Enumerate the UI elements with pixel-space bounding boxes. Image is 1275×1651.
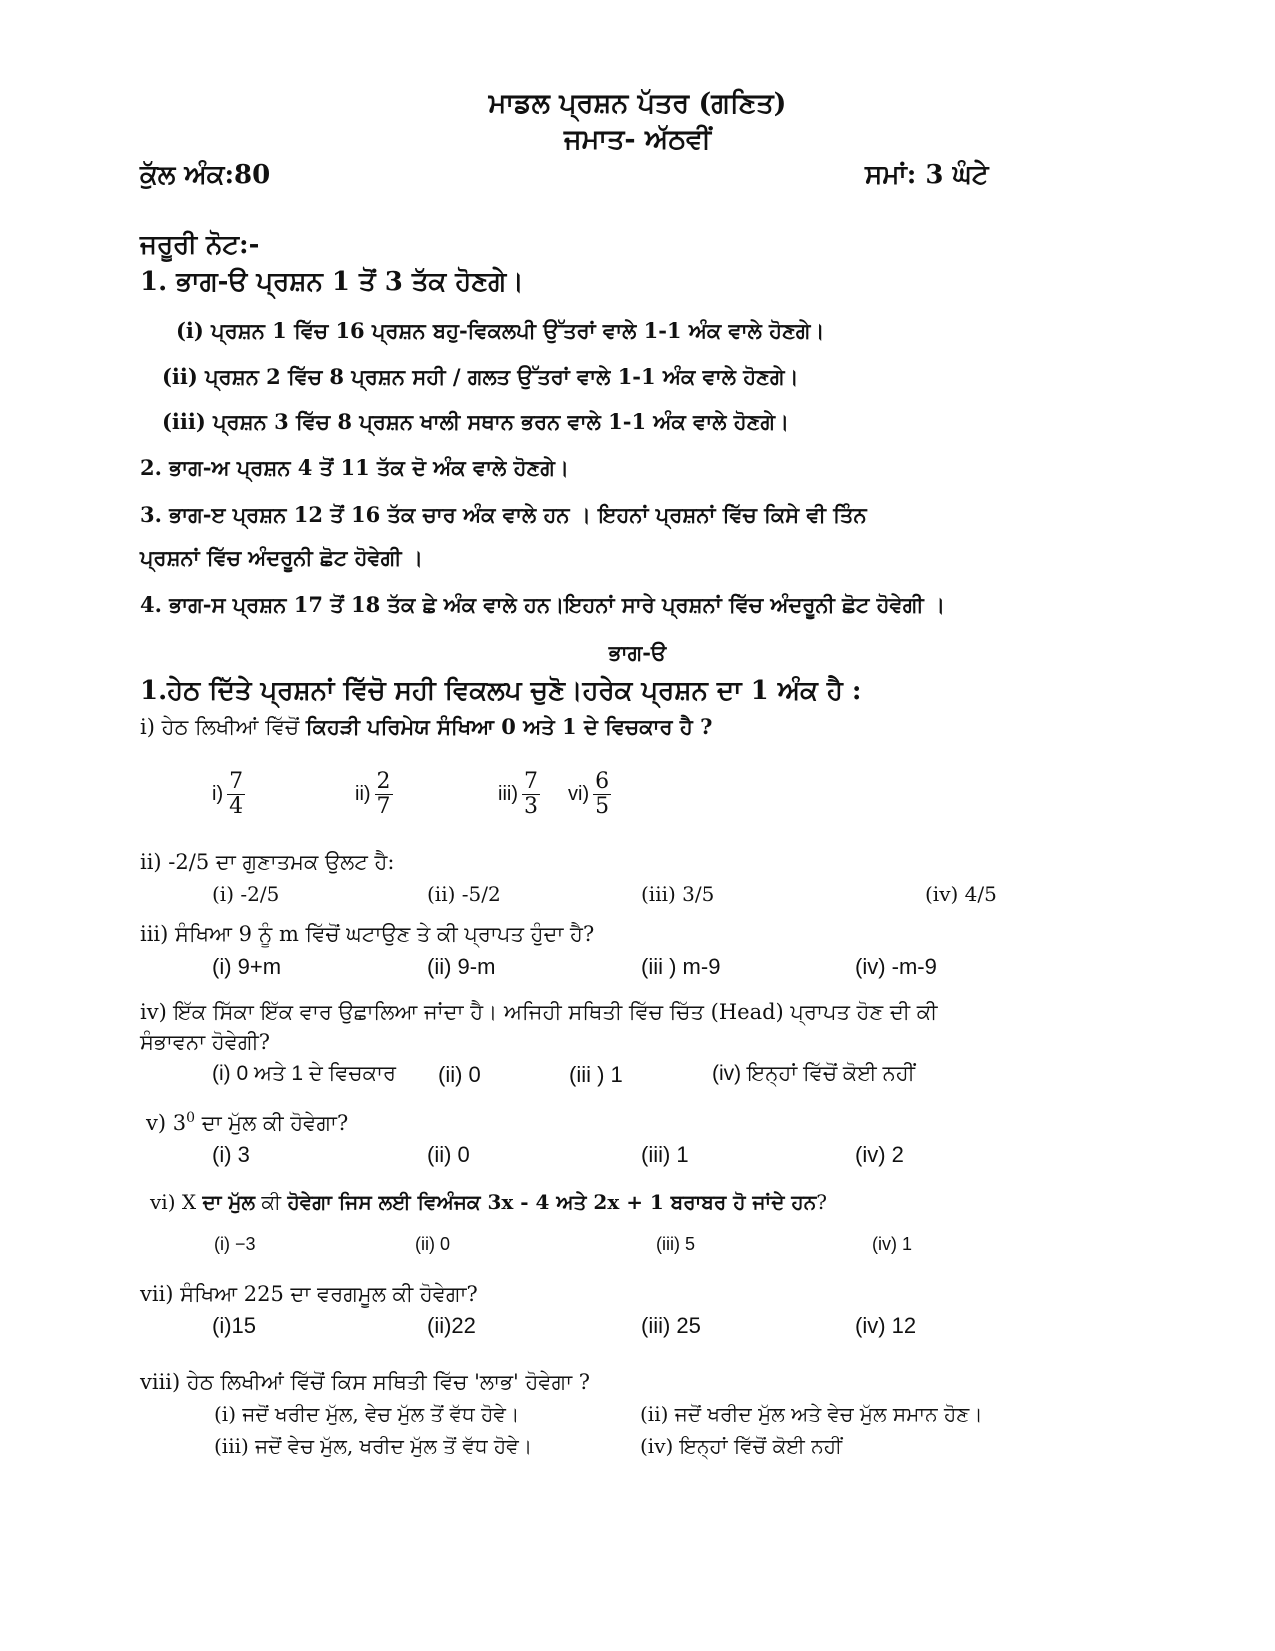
question-1-bold: ਕਿਹੜੀ ਪਰਿਮੇਯ ਸੰਖਿਆ 0 ਅਤੇ 1 ਦੇ ਵਿਚਕਾਰ ਹੈ ? — [305, 714, 713, 739]
q8-option-2: (ii) ਜਦੋਂ ਖਰੀਦ ਮੁੱਲ ਅਤੇ ਵੇਚ ਮੁੱਲ ਸਮਾਨ ਹੋਣ। — [640, 1402, 983, 1426]
q2-option-3: (iii) 3/5 — [641, 882, 715, 906]
q7-option-4: (iv) 12 — [855, 1313, 917, 1338]
q4-option-4: (iv) ਇਨ੍ਹਾਂ ਵਿੱਚੋਂ ਕੋਈ ਨਹੀਂ — [712, 1062, 915, 1085]
note-3-line2: ਪ੍ਰਸ਼ਨਾਂ ਵਿੱਚ ਅੰਦਰੂਨੀ ਛੋਟ ਹੋਵੇਗੀ । — [140, 545, 424, 570]
q5-option-3: (iii) 1 — [641, 1142, 689, 1167]
q2-option-4: (iv) 4/5 — [925, 882, 997, 906]
q6-option-1: (i) −3 — [214, 1234, 256, 1254]
question-5-base: v) 3 — [146, 1111, 187, 1135]
q5-option-2: (ii) 0 — [427, 1142, 470, 1167]
q4-option-2: (ii) 0 — [438, 1062, 481, 1087]
q6-option-4: (iv) 1 — [872, 1234, 912, 1254]
q8-option-4: (iv) ਇਨ੍ਹਾਂ ਵਿੱਚੋਂ ਕੋਈ ਨਹੀਂ — [640, 1434, 842, 1458]
q5-option-4: (iv) 2 — [855, 1142, 904, 1167]
section-instruction: 1.ਹੇਠ ਦਿੱਤੇ ਪ੍ਰਸ਼ਨਾਂ ਵਿੱਚੋ ਸਹੀ ਵਿਕਲਪ ਚੁਣੋ।ਹਰੇਕ ਪ੍ਰਸ਼ਨ ਦਾ 1 ਅੰਕ ਹੈ : — [140, 676, 862, 706]
q5-option-1: (i) 3 — [212, 1142, 250, 1167]
q6-option-3: (iii) 5 — [656, 1234, 695, 1254]
note-3-line1: 3. ਭਾਗ-ੲ ਪ੍ਰਸ਼ਨ 12 ਤੋਂ 16 ਤੱਕ ਚਾਰ ਅੰਕ ਵਾਲੇ ਹਨ । ਇਹਨਾਂ ਪ੍ਰਸ਼ਨਾਂ ਵਿੱਚ ਕਿਸੇ ਵੀ ਤਿੰਨ — [140, 502, 867, 527]
note-1-ii: (ii) ਪ੍ਰਸ਼ਨ 2 ਵਿੱਚ 8 ਪ੍ਰਸ਼ਨ ਸਹੀ / ਗਲਤ ਉੱਤਰਾਂ ਵਾਲੇ 1-1 ਅੰਕ ਵਾਲੇ ਹੋਣਗੇ। — [162, 364, 799, 389]
question-4-line2: ਸੰਭਾਵਨਾ ਹੋਵੇਗੀ? — [140, 1030, 271, 1054]
fraction-denominator: 3 — [524, 794, 538, 819]
fraction-numerator: 7 — [524, 769, 538, 794]
fraction-numerator: 7 — [229, 769, 244, 794]
question-6-part1: ਦਾ ਮੁੱਲ — [202, 1190, 256, 1214]
q6-option-2: (ii) 0 — [415, 1234, 450, 1254]
fraction-denominator: 5 — [595, 794, 610, 819]
question-5-text: ਦਾ ਮੁੱਲ ਕੀ ਹੋਵੇਗਾ? — [195, 1111, 349, 1135]
option-label: i) — [212, 783, 224, 805]
q3-option-3: (iii ) m-9 — [641, 954, 721, 979]
q7-option-3: (iii) 25 — [641, 1313, 701, 1338]
question-4-line1: iv) ਇੱਕ ਸਿੱਕਾ ਇੱਕ ਵਾਰ ਉਛਾਲਿਆ ਜਾਂਦਾ ਹੈ। ਅਜਿਹੀ ਸਥਿਤੀ ਵਿੱਚ ਚਿੱਤ (Head) ਪ੍ਰਾਪਤ ਹੋਣ ਦੀ ਕੀ — [140, 1000, 938, 1024]
note-1-i: (i) ਪ੍ਰਸ਼ਨ 1 ਵਿੱਚ 16 ਪ੍ਰਸ਼ਨ ਬਹੁ-ਵਿਕਲਪੀ ਉੱਤਰਾਂ ਵਾਲੇ 1-1 ਅੰਕ ਵਾਲੇ ਹੋਣਗੇ। — [176, 318, 825, 343]
fraction-numerator: 2 — [376, 769, 391, 794]
time-allowed: ਸਮਾਂ: 3 ਘੰਟੇ — [865, 160, 989, 190]
option-label: iii) — [498, 783, 518, 805]
q4-option-1: (i) 0 ਅਤੇ 1 ਦੇ ਵਿਚਕਾਰ — [212, 1062, 396, 1085]
question-2: ii) -2/5 ਦਾ ਗੁਣਾਤਮਕ ਉਲਟ ਹੈ: — [140, 850, 395, 874]
total-marks: ਕੁੱਲ ਅੰਕ:80 — [140, 160, 271, 190]
q8-option-3: (iii) ਜਦੋਂ ਵੇਚ ਮੁੱਲ, ਖਰੀਦ ਮੁੱਲ ਤੋਂ ਵੱਧ ਹੋਵੇ। — [214, 1434, 533, 1458]
question-6-end: ? — [816, 1190, 827, 1214]
note-4: 4. ਭਾਗ-ਸ ਪ੍ਰਸ਼ਨ 17 ਤੋਂ 18 ਤੱਕ ਛੇ ਅੰਕ ਵਾਲੇ ਹਨ।ਇਹਨਾਂ ਸਾਰੇ ਪ੍ਰਸ਼ਨਾਂ ਵਿੱਚ ਅੰਦਰੂਨੀ ਛੋਟ ਹੋਵੇਗੀ । — [140, 592, 946, 617]
q4-option-3: (iii ) 1 — [569, 1062, 623, 1087]
question-3: iii) ਸੰਖਿਆ 9 ਨੂੰ m ਵਿੱਚੋਂ ਘਟਾਉਣ ਤੇ ਕੀ ਪ੍ਰਾਪਤ ਹੁੰਦਾ ਹੈ? — [140, 922, 595, 946]
fraction-denominator: 7 — [376, 794, 391, 819]
q1-option-1 — [212, 770, 245, 819]
class-label: ਜਮਾਤ- ਅੱਠਵੀਂ — [564, 124, 711, 155]
q1-option-3 — [498, 770, 540, 819]
q2-option-1: (i) -2/5 — [212, 882, 280, 906]
paper-title: ਮਾਡਲ ਪ੍ਰਸ਼ਨ ਪੱਤਰ (ਗਣਿਤ) — [488, 88, 787, 119]
fraction-numerator: 6 — [595, 769, 610, 794]
question-6-part3: ਹੋਵੇਗਾ ਜਿਸ ਲਈ ਵਿਅੰਜਕ 3x - 4 ਅਤੇ 2x + 1 ਬਰਾਬਰ ਹੋ ਜਾਂਦੇ ਹਨ — [287, 1190, 817, 1214]
q3-option-4: (iv) -m-9 — [855, 954, 937, 979]
q3-option-1: (i) 9+m — [212, 954, 282, 979]
q7-option-2: (ii)22 — [427, 1313, 476, 1338]
note-1-iii: (iii) ਪ੍ਰਸ਼ਨ 3 ਵਿੱਚ 8 ਪ੍ਰਸ਼ਨ ਖਾਲੀ ਸਥਾਨ ਭਰਨ ਵਾਲੇ 1-1 ਅੰਕ ਵਾਲੇ ਹੋਣਗੇ। — [162, 409, 790, 434]
q7-option-1: (i)15 — [212, 1313, 257, 1338]
question-8: viii) ਹੇਠ ਲਿਖੀਆਂ ਵਿੱਚੋਂ ਕਿਸ ਸਥਿਤੀ ਵਿੱਚ 'ਲਾਭ' ਹੋਵੇਗਾ ? — [140, 1370, 591, 1394]
q1-option-2 — [355, 770, 393, 819]
q8-option-1: (i) ਜਦੋਂ ਖਰੀਦ ਮੁੱਲ, ਵੇਚ ਮੁੱਲ ਤੋਂ ਵੱਧ ਹੋਵੇ। — [214, 1402, 520, 1426]
question-1-lead: i) ਹੇਠ ਲਿਖੀਆਂ ਵਿੱਚੋਂ — [140, 715, 306, 739]
notes-heading: ਜਰੂਰੀ ਨੋਟ:- — [140, 230, 260, 260]
note-1: 1. ਭਾਗ-ੳ ਪ੍ਰਸ਼ਨ 1 ਤੋਂ 3 ਤੱਕ ਹੋਣਗੇ। — [140, 267, 524, 297]
fraction-denominator: 4 — [229, 794, 244, 819]
question-1 — [140, 714, 712, 740]
q3-option-2: (ii) 9-m — [427, 954, 496, 979]
question-7: vii) ਸੰਖਿਆ 225 ਦਾ ਵਰਗਮੂਲ ਕੀ ਹੋਵੇਗਾ? — [140, 1282, 478, 1306]
question-6 — [150, 1190, 827, 1214]
section-heading: ਭਾਗ-ੳ — [608, 640, 667, 665]
question-6-part2: ਕੀ — [255, 1190, 288, 1214]
question-5 — [146, 1110, 348, 1136]
q1-option-4 — [568, 770, 611, 819]
q2-option-2: (ii) -5/2 — [427, 882, 501, 906]
question-6-lead: vi) X — [150, 1190, 203, 1214]
question-5-exponent: 0 — [186, 1110, 196, 1126]
option-label: ii) — [355, 783, 371, 805]
option-label: vi) — [568, 783, 590, 805]
note-2: 2. ਭਾਗ-ਅ ਪ੍ਰਸ਼ਨ 4 ਤੋਂ 11 ਤੱਕ ਦੋ ਅੰਕ ਵਾਲੇ ਹੋਣਗੇ। — [140, 455, 569, 480]
